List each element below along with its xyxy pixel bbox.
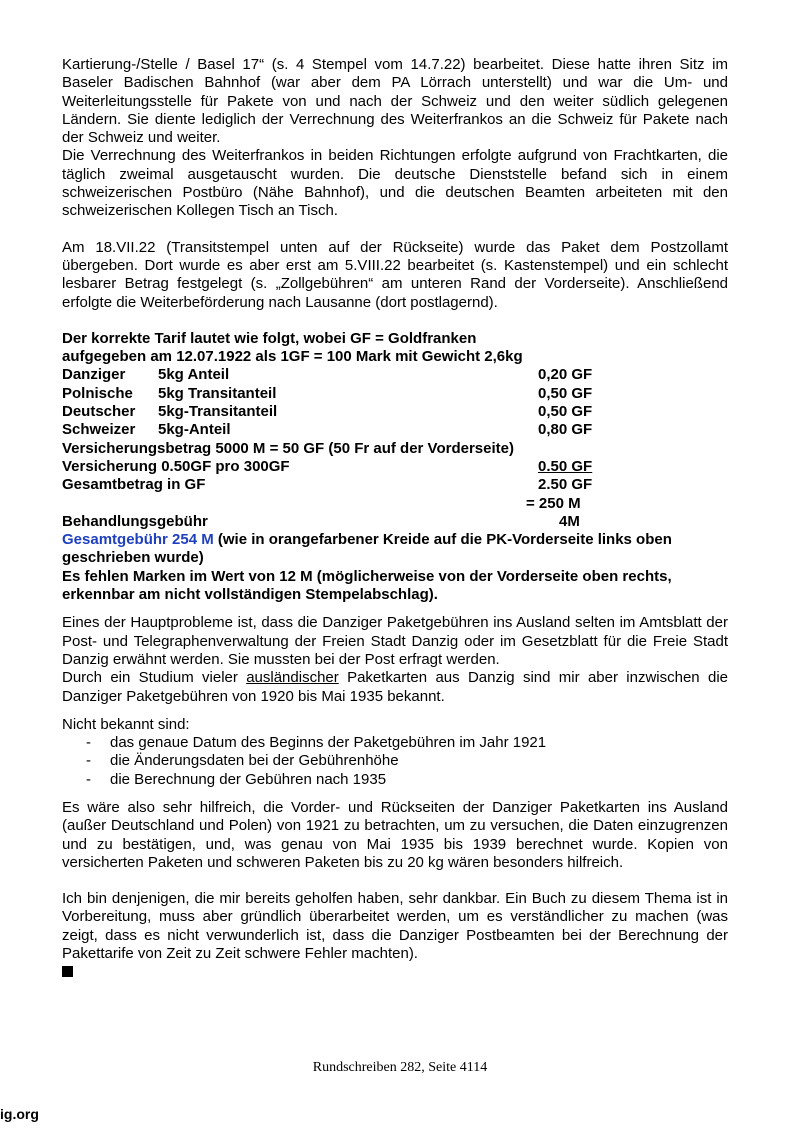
tarif-block	[62, 330, 728, 604]
paragraph-postzollamt: Am 18.VII.22 (Transitstempel unten auf der Rückseite) wurde das Paket dem Postzollamt übergeben. Dort wurde es aber erst am 5.VIII.22 bearbeitet (s. Kastenstempel) und ein schlecht lesbarer Betrag festgelegt (s. „Zollgebühren“ am unteren Rand der Vorderseite). Anschließend erfolgte die Weiterbeförderung nach Lausanne (dort postlagernd).	[62, 238, 728, 311]
tarif-value: 0,20 GF	[538, 366, 593, 384]
gesamtgebuehr-line	[62, 531, 728, 568]
tarif-row-schweizer	[62, 421, 728, 439]
gesamtbetrag-label: Gesamtbetrag in GF	[62, 476, 206, 494]
tarif-row-danziger	[62, 366, 728, 384]
gesamtgebuehr-highlight: Gesamtgebühr 254 M	[62, 531, 214, 549]
bullet-dash: -	[86, 734, 91, 752]
paragraph-basel: Kartierung-/Stelle / Basel 17“ (s. 4 Stempel vom 14.7.22) bearbeitet. Diese hatte ihren Sitz im Baseler Badischen Bahnhof (war aber dem PA Lörrach unterstellt) und war die Um- und Weiterleitungsstelle für Pakete von und nach der Schweiz und den weiter südlich gelegenen Ländern. Sie diente lediglich der Verrechnung des Weiterfrankos an die Schweiz für Pakete nach der Schweiz und weiter.	[62, 56, 728, 147]
gesamtbetrag-row	[62, 476, 728, 494]
site-url-fragment: ig.org	[0, 1106, 39, 1122]
bullet-dash: -	[86, 770, 91, 788]
tarif-sub: 5kg-Transitanteil	[158, 403, 278, 421]
tarif-value: 0,50 GF	[538, 384, 593, 402]
studium-underlined: ausländischer	[246, 669, 339, 687]
behandlung-value: 4M	[559, 512, 580, 530]
versicherung-row	[62, 458, 728, 476]
tarif-sub: 5kg Anteil	[158, 366, 230, 384]
studium-after: Paketkarten aus Danzig sind mir aber inzwischen die Danziger Paketgebühren von 1920 bis Mai 1935 bekannt.	[62, 669, 728, 705]
list-item-text: das genaue Datum des Beginns der Paketgebühren im Jahr 1921	[110, 734, 547, 752]
gesamtbetrag-mark-row	[62, 495, 728, 513]
list-item	[62, 734, 728, 752]
end-mark-square-icon	[62, 966, 73, 977]
tarif-label: Polnische	[62, 384, 133, 402]
list-item	[62, 752, 728, 770]
gesamtbetrag-mark: = 250 M	[526, 494, 581, 512]
studium-before: Durch ein Studium vieler	[62, 669, 247, 687]
tarif-label: Schweizer	[62, 421, 136, 439]
tarif-intro-2: aufgegeben am 12.07.1922 als 1GF = 100 Mark mit Gewicht 2,6kg	[62, 348, 523, 366]
unknown-intro: Nicht bekannt sind:	[62, 715, 190, 733]
list-item	[62, 771, 728, 789]
tarif-row-deutscher	[62, 403, 728, 421]
tarif-row-polnische	[62, 385, 728, 403]
list-item-text: die Änderungsdaten bei der Gebührenhöhe	[110, 752, 399, 770]
paragraph-request: Es wäre also sehr hilfreich, die Vorder- und Rückseiten der Danziger Paketkarten ins Ausland (außer Deutschland und Polen) von 1921 zu betrachten, um zu versuchen, die Daten einzugrenzen und zu bestätigen, und, was genau von Mai 1935 bis 1939 berechnet wurde. Kopien von versicherten Paketen und schweren Paketen bis zu 20 kg wären besonders hilfreich.	[62, 798, 728, 871]
document-body	[62, 56, 728, 983]
tarif-sub: 5kg-Anteil	[158, 421, 231, 439]
tarif-label: Deutscher	[62, 403, 136, 421]
paragraph-studium	[62, 669, 728, 706]
bullet-dash: -	[86, 752, 91, 770]
gesamtbetrag-value: 2.50 GF	[538, 476, 593, 494]
list-item-text: die Berechnung der Gebühren nach 1935	[110, 770, 387, 788]
behandlung-row	[62, 513, 728, 531]
paragraph-hauptproblem: Eines der Hauptprobleme ist, dass die Danziger Paketgebühren ins Ausland selten im Amtsblatt der Post- und Telegraphenverwaltung der Freien Stadt Danzig oder im Gesetzblatt für die Freie Stadt Danzig erwähnt werden. Sie mussten bei der Post erfragt werden.	[62, 614, 728, 668]
gesamtgebuehr-rest: (wie in orangefarbener Kreide auf die PK-Vorderseite links oben geschrieben wurde)	[62, 531, 672, 567]
fehlen-line: Es fehlen Marken im Wert von 12 M (möglicherweise von der Vorderseite oben rechts, erkennbar am nicht vollständigen Stempelabschlag).	[62, 567, 672, 604]
paragraph-verrechnung: Die Verrechnung des Weiterfrankos in beiden Richtungen erfolgte aufgrund von Frachtkarten, die täglich zweimal ausgetauscht wurden. Die deutsche Dienststelle befand sich in einem schweizerischen Postbüro (Nähe Bahnhof), und die deutschen Beamten arbeiteten mit den schweizerischen Kollegen Tisch an Tisch.	[62, 147, 728, 220]
behandlung-label: Behandlungsgebühr	[62, 512, 208, 530]
tarif-value: 0,80 GF	[538, 421, 593, 439]
versicherung-label: Versicherung 0.50GF pro 300GF	[62, 457, 290, 475]
tarif-sub: 5kg Transitanteil	[158, 384, 277, 402]
tarif-intro-1: Der korrekte Tarif lautet wie folgt, wobei GF = Goldfranken	[62, 329, 477, 347]
paragraph-thanks: Ich bin denjenigen, die mir bereits geholfen haben, sehr dankbar. Ein Buch zu diesem Thema ist in Vorbereitung, muss aber gründlich überarbeitet werden, um es verständlicher zu machen (was zeigt, dass es nicht verwunderlich ist, dass die Danziger Postbeamten bei der Berechnung der Pakettarife von Zeit zu Zeit schwere Fehler machten).	[62, 890, 728, 963]
unknown-list	[62, 734, 728, 789]
versicherungsbetrag-line: Versicherungsbetrag 5000 M = 50 GF (50 Fr auf der Vorderseite)	[62, 439, 514, 457]
page-footer: Rundschreiben 282, Seite 4114	[312, 1060, 488, 1075]
tarif-label: Danziger	[62, 366, 126, 384]
tarif-value: 0,50 GF	[538, 403, 593, 421]
versicherung-value: 0.50 GF	[538, 457, 593, 475]
